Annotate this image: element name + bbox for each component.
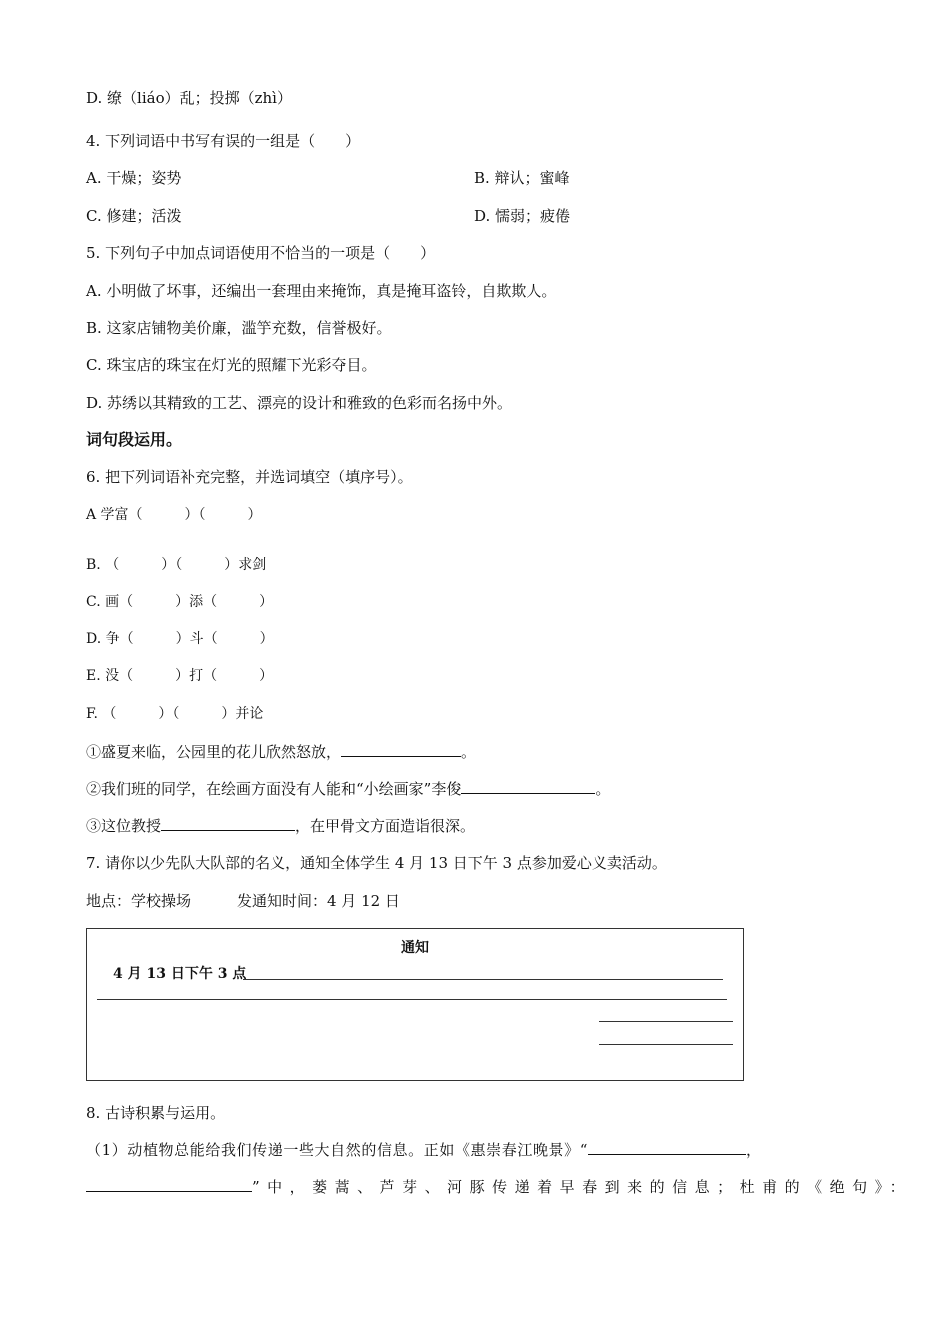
answer-blank[interactable]: [461, 779, 595, 794]
notice-line-1[interactable]: [243, 979, 723, 980]
q4-stem: 4. 下列词语中书写有误的一组是（ ）: [86, 132, 361, 150]
q4-option-d: D. 懦弱；疲倦: [474, 207, 571, 225]
q3-option-d: D. 缭（liáo）乱；投掷（zhì）: [86, 89, 292, 107]
q8-stem: 8. 古诗积累与运用。: [86, 1104, 226, 1122]
answer-blank[interactable]: [86, 1177, 252, 1192]
q7-stem: 7. 请你以少先队大队部的名义，通知全体学生 4 月 13 日下午 3 点参加爱心义卖活动。: [86, 854, 667, 872]
notice-signature-line[interactable]: [599, 1021, 733, 1022]
q4-option-c: C. 修建；活泼: [86, 207, 182, 225]
q6-sentence-1: ①盛夏来临，公园里的花儿欣然怒放， 。: [86, 743, 477, 761]
answer-blank[interactable]: [161, 816, 295, 831]
q6-item-f: F. （ ）（ ）并论: [86, 706, 264, 722]
q7-send-time: 发通知时间：4 月 12 日: [237, 892, 400, 910]
q6-sentence-3: ③这位教授 ，在甲骨文方面造诣很深。: [86, 817, 476, 835]
answer-blank[interactable]: [341, 742, 461, 757]
q6-item-e: E. 没（ ）打（ ）: [86, 668, 274, 684]
q8-part1-line1: （1）动植物总能给我们传递一些大自然的信息。正如《惠崇春江晚景》“ ，: [86, 1141, 762, 1159]
q4-option-b: B. 辩认；蜜峰: [474, 169, 570, 187]
q5-option-a: A. 小明做了坏事，还编出一套理由来掩饰，真是掩耳盗铃，自欺欺人。: [86, 282, 557, 300]
q5-option-b: B. 这家店铺物美价廉，滥竽充数，信誉极好。: [86, 319, 392, 337]
q6-sentence-2: ②我们班的同学，在绘画方面没有人能和“小绘画家”李俊 。: [86, 780, 611, 798]
q5-option-c: C. 珠宝店的珠宝在灯光的照耀下光彩夺目。: [86, 356, 377, 374]
q8-part1-line2: ”中，蒌蒿、芦芽、河豚传递着早春到来的信息；杜甫的《绝句》：: [86, 1177, 912, 1197]
q6-item-d: D. 争（ ）斗（ ）: [86, 631, 274, 647]
q7-location: 地点：学校操场: [86, 892, 192, 910]
q5-option-d: D. 苏绣以其精致的工艺、漂亮的设计和雅致的色彩而名扬中外。: [86, 394, 513, 412]
q5-stem: 5. 下列句子中加点词语使用不恰当的一项是（ ）: [86, 244, 436, 262]
notice-box[interactable]: [86, 928, 744, 1081]
q6-item-c: C. 画（ ）添（ ）: [86, 594, 274, 610]
answer-blank[interactable]: [588, 1140, 746, 1155]
q6-stem: 6. 把下列词语补充完整，并选词填空（填序号）。: [86, 468, 413, 486]
notice-title: 通知: [401, 940, 429, 956]
section-title: 词句段运用。: [86, 430, 183, 449]
notice-date-start: 4 月 13 日下午 3 点: [113, 966, 247, 982]
q6-item-b: B. （ ）（ ）求剑: [86, 557, 267, 573]
q4-option-a: A. 干燥；姿势: [86, 169, 182, 187]
q6-item-a: A 学富（ ）（ ）: [86, 507, 262, 523]
notice-line-2[interactable]: [97, 999, 727, 1000]
notice-date-line[interactable]: [599, 1044, 733, 1045]
